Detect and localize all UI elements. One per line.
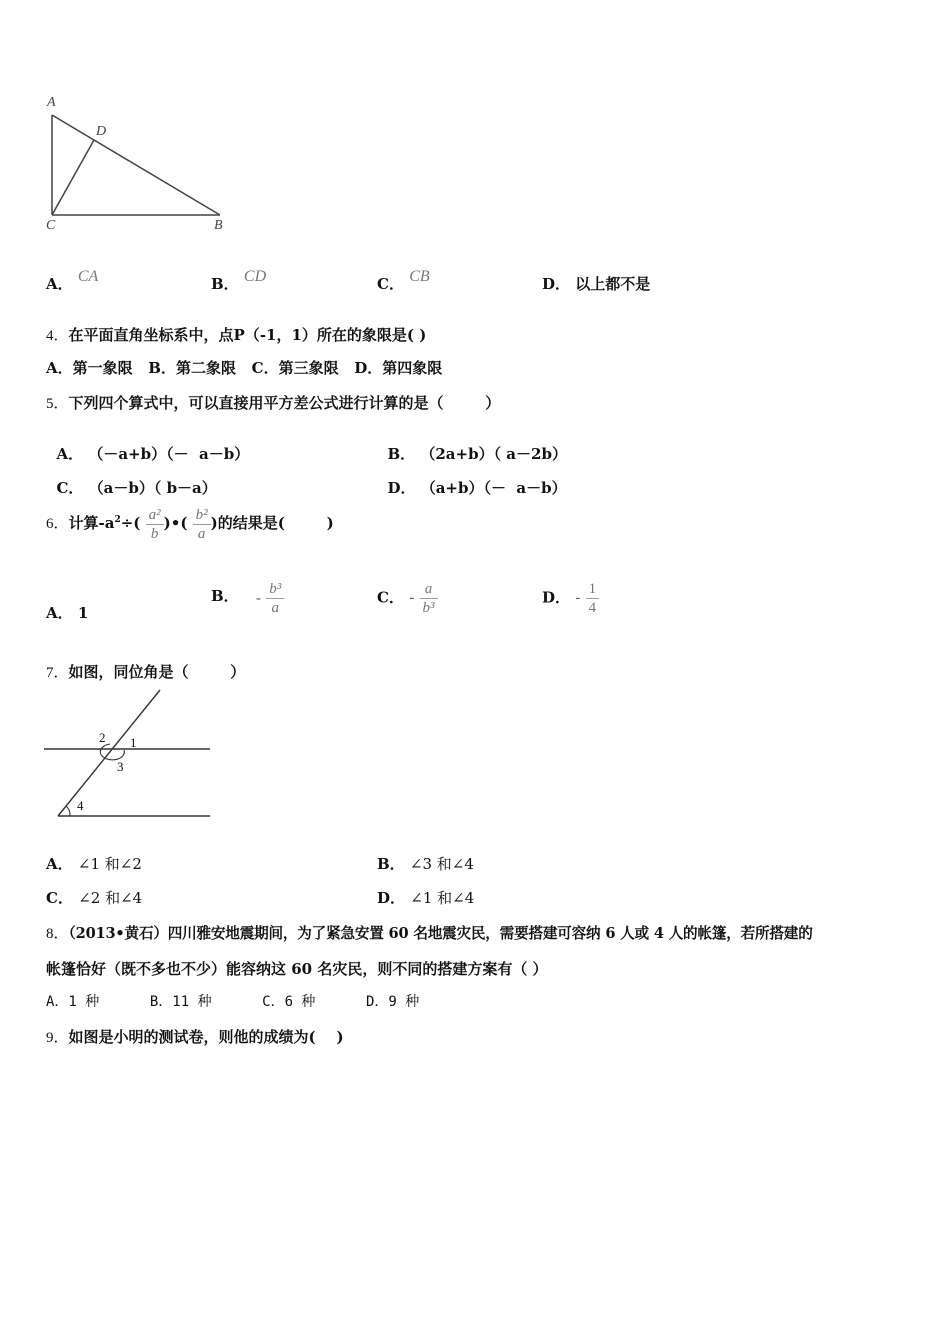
question-number: 8． <box>46 926 69 942</box>
fraction-1-over-4 <box>586 580 600 617</box>
triangle-figure <box>40 95 240 240</box>
option-sign: - <box>575 588 581 607</box>
q5-option-d <box>377 459 567 498</box>
q5-option-c <box>46 459 217 498</box>
question-number: 7． <box>46 665 69 681</box>
fraction-numerator: a <box>424 581 433 597</box>
q3-option-b <box>211 268 267 294</box>
q9-stem <box>46 1026 344 1047</box>
q8-stem-line2: 帐篷恰好（既不多也不少）能容纳这 60 名灾民，则不同的搭建方案有（ ） <box>46 960 548 978</box>
option-key: C． <box>56 479 84 497</box>
option-key: C． <box>377 275 404 293</box>
option-text: ∠1 和∠4 <box>410 889 475 907</box>
vertex-label-c: C <box>46 218 56 233</box>
option-key: D． <box>387 479 416 497</box>
fraction-a2-over-b <box>146 506 164 543</box>
fraction-numerator: b³ <box>269 581 282 597</box>
option-text: （a+b）（－ a－b） <box>420 479 567 497</box>
option-key: D． <box>377 889 406 907</box>
angle-label-4: 4 <box>77 798 84 813</box>
option-text: ∠1 和∠2 <box>77 855 142 873</box>
option-text: CD <box>243 268 267 285</box>
option-text: CA <box>77 268 99 285</box>
q6-stem <box>46 500 334 544</box>
q3-option-a <box>46 268 99 294</box>
angle-label-1: 1 <box>130 735 137 750</box>
stem-div: ÷( <box>120 514 141 532</box>
fraction-numerator: a² <box>148 506 161 523</box>
fraction-b2-over-a <box>193 506 211 543</box>
q7-option-a <box>46 853 142 874</box>
option-text: （a－b）（ b－a） <box>88 479 217 497</box>
fraction-numerator: b² <box>195 506 208 523</box>
option-text: 1 <box>77 604 89 622</box>
question-text: （2013•黄石）四川雅安地震期间，为了紧急安置 60 名地震灾民，需要搭建可容纳 6 人或 4 人的帐篷，若所搭建的 <box>68 925 813 942</box>
stem-prefix: 计算-a <box>68 514 115 532</box>
q6-option-b <box>211 580 284 617</box>
option-text: （－a+b）（－ a－b） <box>88 445 250 463</box>
fraction-denominator: a <box>266 598 284 617</box>
fraction-denominator: a <box>193 524 211 543</box>
stem-suffix: )的结果是( ) <box>210 514 334 532</box>
angle-label-2: 2 <box>99 730 106 745</box>
vertex-label-a: A <box>47 95 56 110</box>
vertex-label-d: D <box>96 124 107 139</box>
fraction-numerator: 1 <box>588 581 597 597</box>
stem-exponent: 2 <box>114 515 121 525</box>
q6-option-d <box>542 580 599 617</box>
option-key: B． <box>211 275 239 293</box>
option-sign: - <box>255 588 261 607</box>
question-number: 5． <box>46 396 69 412</box>
q6-option-a <box>46 602 88 623</box>
question-number: 4． <box>46 328 69 344</box>
fraction-denominator: 4 <box>586 598 600 617</box>
option-text: ∠2 和∠4 <box>78 889 143 907</box>
q5-stem <box>46 392 500 413</box>
parallel-lines-figure <box>44 688 214 820</box>
q7-stem <box>46 661 245 682</box>
option-key: C． <box>377 588 404 607</box>
question-text: 下列四个算式中，可以直接用平方差公式进行计算的是（ ） <box>68 394 501 412</box>
q6-option-c <box>377 580 438 617</box>
option-key: A． <box>46 275 73 293</box>
question-text: 如图，同位角是（ ） <box>68 663 246 681</box>
question-text: 如图是小明的测试卷，则他的成绩为( ) <box>68 1028 344 1046</box>
option-key: B． <box>377 855 405 873</box>
question-text: 在平面直角坐标系中，点P（-1，1）所在的象限是( ) <box>68 326 427 344</box>
q7-option-d <box>377 887 474 908</box>
option-key: B． <box>387 445 416 463</box>
option-sign: - <box>409 588 415 607</box>
fraction-a-over-b3 <box>420 580 438 617</box>
q8-options: A．1 种 B．11 种 C．6 种 D．9 种 <box>46 994 420 1010</box>
option-text: CB <box>409 268 430 285</box>
option-text: （2a+b）（ a－2b） <box>420 445 567 463</box>
option-key: A． <box>46 604 73 622</box>
vertex-label-b: B <box>214 218 223 233</box>
q7-option-c <box>46 887 142 908</box>
fraction-denominator: b³ <box>420 598 438 617</box>
q8-stem-line1 <box>46 922 813 943</box>
question-number: 6． <box>46 516 69 532</box>
option-key: D． <box>542 275 571 293</box>
option-key: C． <box>46 889 73 907</box>
fraction-b3-over-a <box>266 580 284 617</box>
question-number: 9． <box>46 1030 69 1046</box>
option-text: ∠3 和∠4 <box>409 855 474 873</box>
option-text: 以上都不是 <box>575 275 651 293</box>
q4-stem <box>46 324 426 345</box>
angle-label-3: 3 <box>117 759 124 774</box>
option-key: B． <box>211 586 239 605</box>
q3-option-d <box>542 273 650 294</box>
q7-option-b <box>377 853 474 874</box>
q4-options: A．第一象限 B．第二象限 C．第三象限 D．第四象限 <box>46 359 443 377</box>
q3-option-c <box>377 268 430 294</box>
option-key: D． <box>542 588 571 607</box>
option-key: A． <box>46 855 73 873</box>
stem-mid: )•( <box>163 514 188 532</box>
option-key: A． <box>56 445 84 463</box>
fraction-denominator: b <box>146 524 164 543</box>
